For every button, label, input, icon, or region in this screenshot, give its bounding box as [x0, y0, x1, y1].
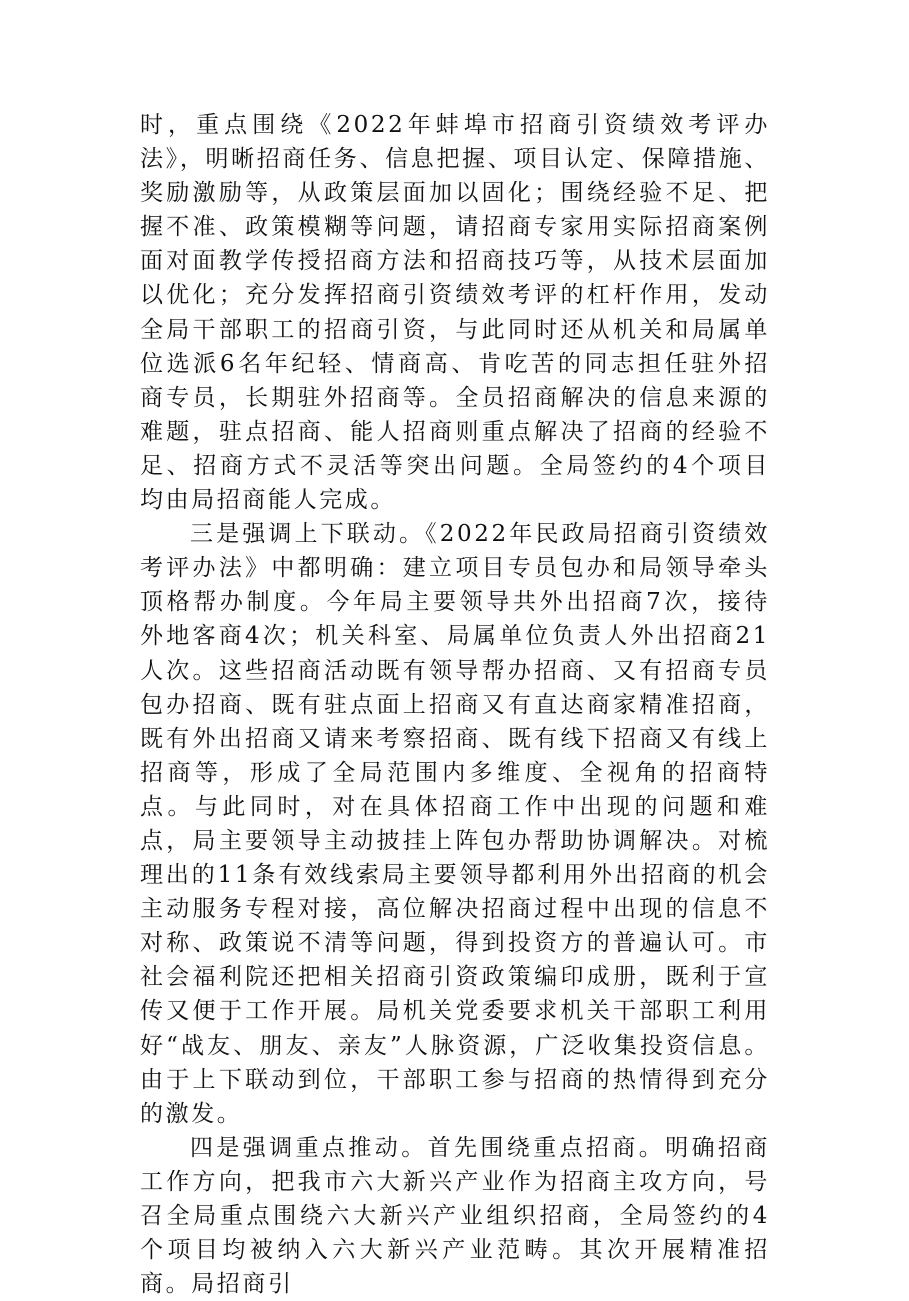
document-body [140, 108, 770, 1301]
paragraph-key-promotion: 四是强调重点推动。首先围绕重点招商。明确招商工作方向，把我市六大新兴产业作为招商主攻方向，号召全局重点围绕六大新兴产业组织招商，全局签约的4个项目均被纳入六大新兴产业范畴。其次开展精准招商。局招商引 [140, 1134, 770, 1298]
paragraph-linkage: 三是强调上下联动。《2022年民政局招商引资绩效考评办法》中都明确：建立项目专员包办和局领导牵头顶格帮办制度。今年局主要领导共外出招商7次，接待外地客商4次；机关科室、局属单位负责人外出招商21人次。这些招商活动既有领导帮办招商、又有招商专员包办招商、既有驻点面上招商又有直达商家精准招商，既有外出招商又请来考察招商、既有线下招商又有线上招商等，形成了全局范围内多维度、全视角的招商特点。与此同时，对在具体招商工作中出现的问题和难点，局主要领导主动披挂上阵包办帮助协调解决。对梳理出的11条有效线索局主要领导都利用外出招商的机会主动服务专程对接，高位解决招商过程中出现的信息不对称、政策说不清等问题，得到投资方的普遍认可。市社会福利院还把相关招商引资政策编印成册，既利于宣传又便于工作开展。局机关党委要求机关干部职工利用好“战友、朋友、亲友”人脉资源，广泛收集投资信息。由于上下联动到位，干部职工参与招商的热情得到充分的激发。 [140, 521, 770, 1127]
paragraph-continued: 时，重点围绕《2022年蚌埠市招商引资绩效考评办法》，明晰招商任务、信息把握、项目认定、保障措施、奖励激励等，从政策层面加以固化；围绕经验不足、把握不准、政策模糊等问题，请招商专家用实际招商案例面对面教学传授招商方法和招商技巧等，从技术层面加以优化；充分发挥招商引资绩效考评的杠杆作用，发动全局干部职工的招商引资，与此同时还从机关和局属单位选派6名年纪轻、情商高、肯吃苦的同志担任驻外招商专员，长期驻外招商等。全员招商解决的信息来源的难题，驻点招商、能人招商则重点解决了招商的经验不足、招商方式不灵活等突出问题。全局签约的4个项目均由局招商能人完成。 [140, 112, 770, 514]
